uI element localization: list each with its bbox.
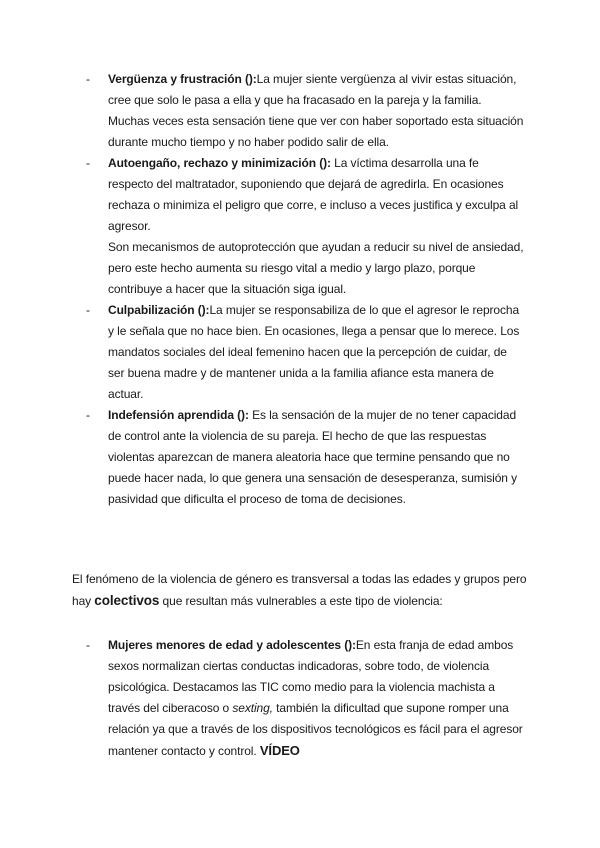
list-dash: - <box>86 72 90 86</box>
item-term: Culpabilización (): <box>108 303 210 317</box>
intro-paragraph <box>72 569 542 612</box>
intro-text-after: que resultan más vulnerables a este tipo de violencia: <box>159 594 443 608</box>
item-term: Vergüenza y frustración (): <box>108 72 257 86</box>
item-term: Indefensión aprendida (): <box>108 408 249 422</box>
item-term: Mujeres menores de edad y adolescentes (): <box>108 638 356 652</box>
list-dash: - <box>86 303 90 317</box>
item-text: La mujer se responsabiliza de lo que el agresor le reprocha y le señala que no hace bien. En ocasiones, llega a pensar que lo merece. Los mandatos sociales del ideal femenino hacen que la percepción de cuidar, de ser buena madre y de mantener unida a la familia afiance esta manera de actuar. <box>108 303 520 401</box>
list-dash: - <box>86 638 90 652</box>
list-dash: - <box>86 156 90 170</box>
item-text: Es la sensación de la mujer de no tener capacidad de control ante la violencia de su pareja. El hecho de que las respuestas violentas aparezcan de manera aleatoria hace que termine pensando que no puede hacer nada, lo que genera una sensación de desesperanza, sumisión y pasividad que dificulta el proceso de toma de decisiones. <box>108 408 517 506</box>
item-text: La víctima desarrolla una fe respecto del maltratador, suponiendo que dejará de agredirla. En ocasiones rechaza o minimiza el peligro que corre, e incluso a veces justifica y exculpa al agresor. <box>108 156 519 233</box>
list-item <box>86 69 526 153</box>
intro-bold-keyword: colectivos <box>94 593 160 608</box>
intro-text-before: El fenómeno de la violencia de género es transversal a todas las edades y grupos pero hay <box>72 572 527 608</box>
item-text-italic: sexting, <box>232 701 273 715</box>
item-text-continued: Son mecanismos de autoprotección que ayudan a reducir su nivel de ansiedad, pero este hecho aumenta su riesgo vital a medio y largo plazo, porque contribuye a hacer que la situación siga igual. <box>108 240 524 296</box>
item-term: Autoengaño, rechazo y minimización (): <box>108 156 331 170</box>
vulnerable-groups-list <box>86 635 526 762</box>
item-text: En esta franja de edad ambos sexos normalizan ciertas conductas indicadoras, sobre todo, de violencia psicológica. Destacamos las TIC como medio para la violencia machista a través del ciberacoso o <box>108 638 514 715</box>
list-item <box>86 405 526 510</box>
symptom-list <box>86 69 526 510</box>
video-label: VÍDEO <box>259 743 300 758</box>
list-item <box>86 300 526 405</box>
list-item <box>86 635 526 762</box>
list-item <box>86 153 526 300</box>
list-dash: - <box>86 408 90 422</box>
item-text: La mujer siente vergüenza al vivir estas situación, cree que solo le pasa a ella y que ha fracasado en la pareja y la familia. Muchas veces esta sensación tiene que ver con haber soportado esta situación durante mucho tiempo y no haber podido salir de ella. <box>108 72 524 149</box>
item-text: también la dificultad que supone romper una relación ya que a través de los dispositivos tecnológicos es fácil para el agresor mantener contacto y control. <box>108 701 523 758</box>
